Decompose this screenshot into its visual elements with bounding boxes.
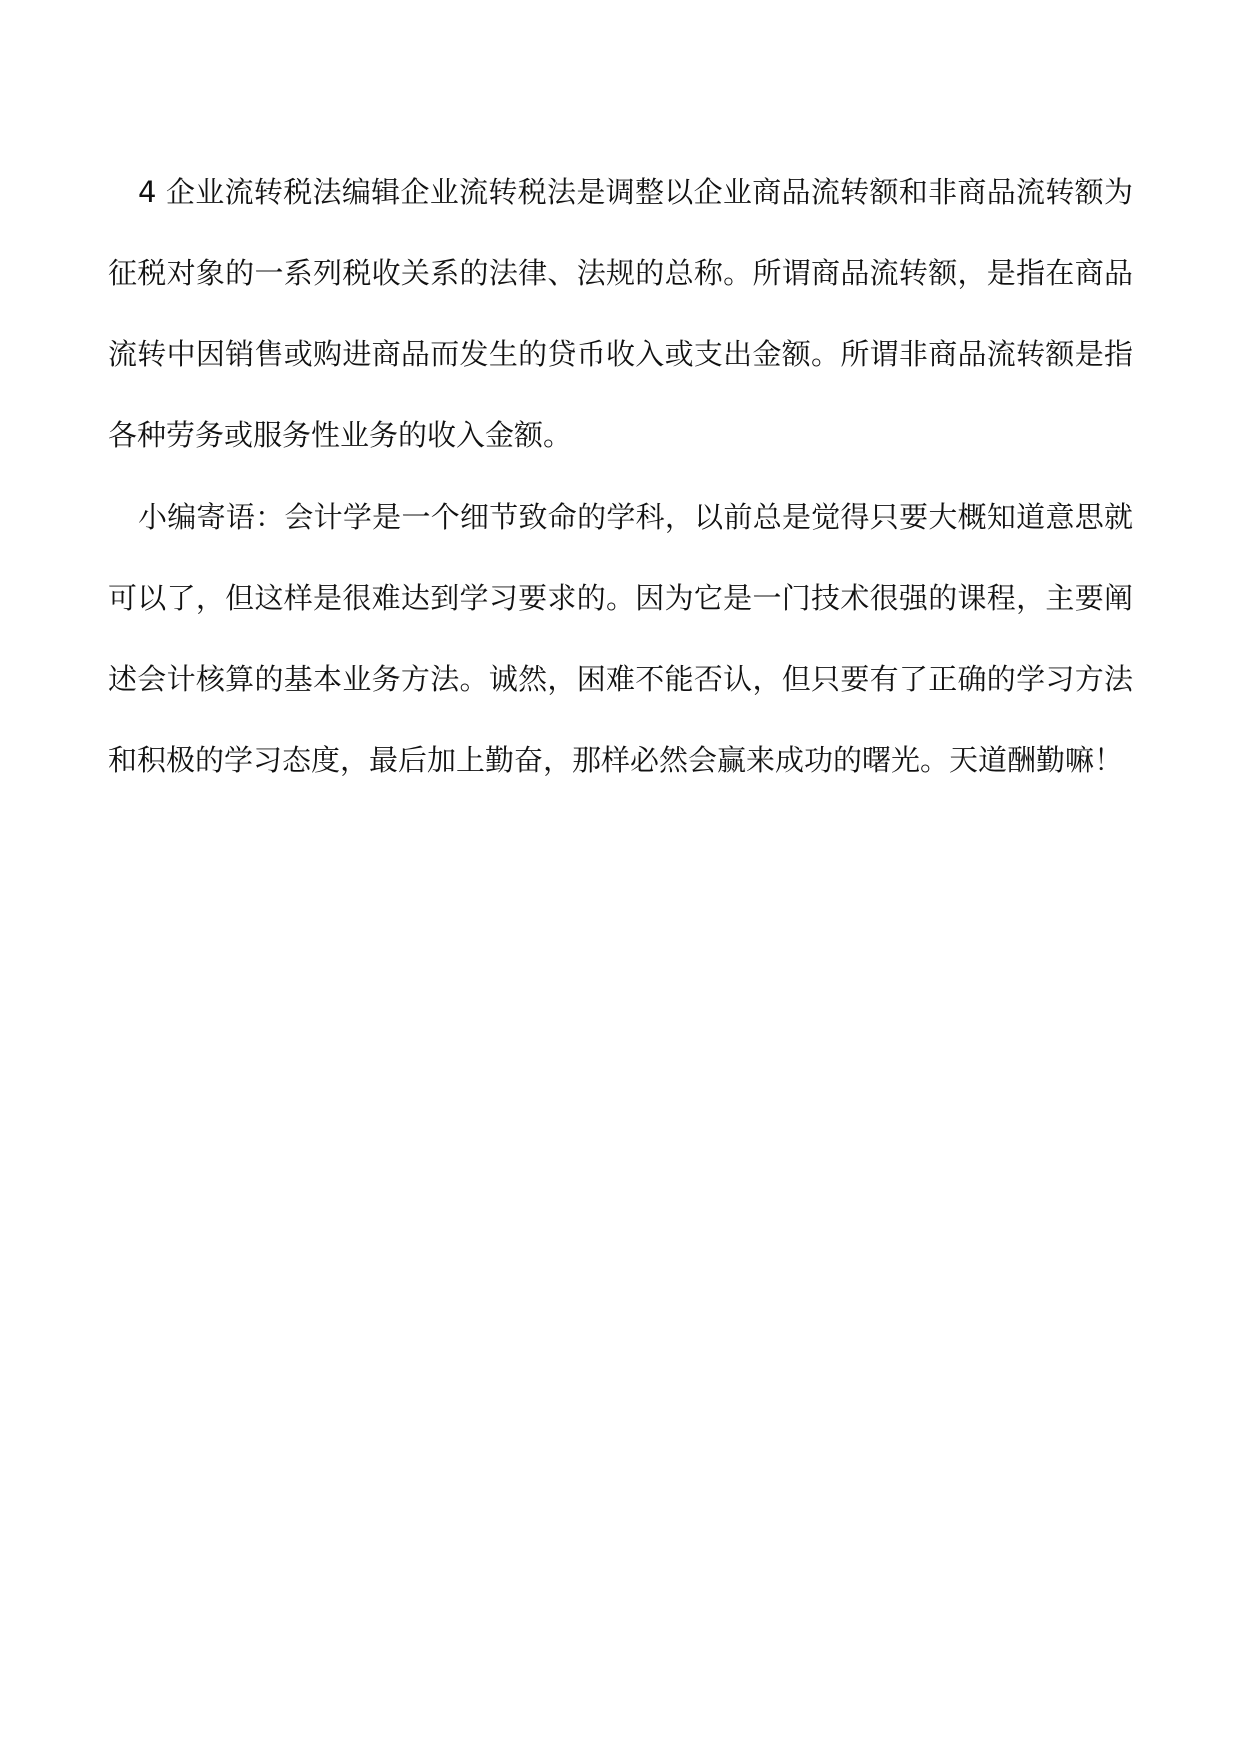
paragraph-line: 4 企业流转税法编辑企业流转税法是调整以企业商品流转额和非商品流转额为 (138, 175, 1133, 209)
paragraph-line: 流转中因销售或购进商品而发生的贷币收入或支出金额。所谓非商品流转额是指 (108, 337, 1133, 371)
paragraph-line: 可以了，但这样是很难达到学习要求的。因为它是一门技术很强的课程，主要阐 (108, 581, 1133, 615)
paragraph-line: 和积极的学习态度，最后加上勤奋，那样必然会赢来成功的曙光。天道酬勤嘛！ (108, 743, 1124, 777)
paragraph-line: 小编寄语：会计学是一个细节致命的学科，以前总是觉得只要大概知道意思就 (138, 500, 1133, 534)
paragraph-line: 各种劳务或服务性业务的收入金额。 (108, 418, 573, 452)
paragraph-line: 征税对象的一系列税收关系的法律、法规的总称。所谓商品流转额，是指在商品 (108, 256, 1133, 290)
paragraph-line: 述会计核算的基本业务方法。诚然，困难不能否认，但只要有了正确的学习方法 (108, 662, 1133, 696)
